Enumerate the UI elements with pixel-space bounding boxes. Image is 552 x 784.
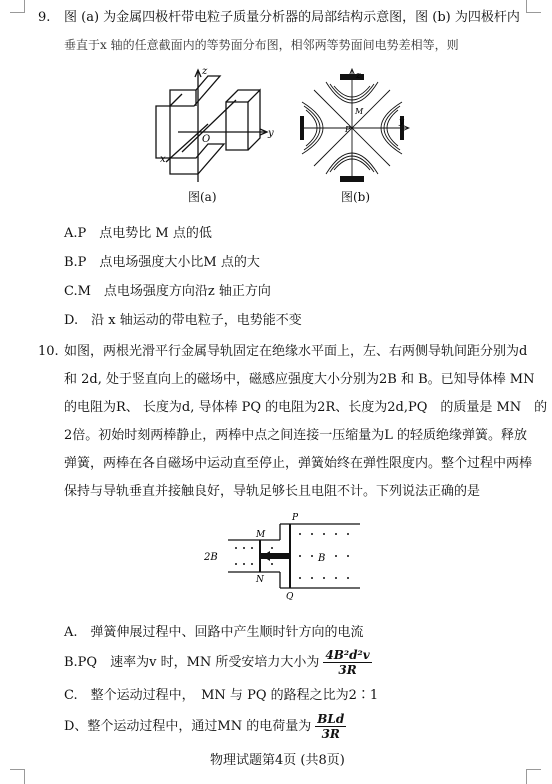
fig-a-origin-label: O: [202, 134, 211, 145]
figure-a-quadrupole-structure: [148, 62, 278, 187]
q10-stem-line2: 和 2d, 处于竖直向上的磁场中，磁感应强度大小分别为2B 和 B。已知导体棒 MN: [64, 372, 535, 387]
q10-option-d-numerator: BLd: [317, 712, 345, 726]
rails-m-label: M: [256, 530, 266, 540]
fig-b-y-label: y: [399, 117, 405, 127]
q10-option-b-fraction: [323, 648, 371, 677]
q9-option-c: C.M 点电场强度方向沿z 轴正方向: [64, 284, 271, 299]
corner-mark-top-right: [526, 0, 541, 13]
corner-mark-top-left: [10, 0, 25, 13]
fig-a-y-label: y: [268, 128, 274, 139]
fig-b-p-label: P: [345, 125, 351, 134]
q10-stem-line1: 如图，两根光滑平行金属导轨固定在绝缘水平面上，左、右两侧导轨间距分别为d: [64, 344, 528, 359]
figure-rails-diagram: [200, 510, 365, 600]
q10-option-d-text: D、整个运动过程中，通过MN 的电荷量为: [64, 719, 312, 734]
q10-stem-line4: 2倍。初始时刻两棒静止，两棒中点之间连接一压缩量为L 的轻质绝缘弹簧。释放: [64, 428, 528, 443]
q10-option-d: [64, 712, 346, 741]
q10-option-b-numerator: 4B²d²v: [325, 648, 370, 662]
q10-option-b: [64, 648, 372, 677]
corner-mark-bottom-right: [526, 769, 541, 784]
q10-stem-line6: 保持与导轨垂直并接触良好，导轨足够长且电阻不计。下列说法正确的是: [64, 484, 481, 499]
figure-b-equipotential-map: [300, 68, 410, 183]
fig-b-z-label: z: [356, 71, 361, 81]
q9-option-b: B.P 点电场强度大小比M 点的大: [64, 255, 260, 270]
q9-stem-line2: 垂直于x 轴的任意截面内的等势面分布图，相邻两等势面间电势差相等，则: [64, 38, 459, 52]
corner-mark-bottom-left: [10, 769, 25, 784]
q10-stem-line3: 的电阻为R、 长度为d, 导体棒 PQ 的电阻为2R、长度为2d,PQ 的质量是 MN 的: [64, 400, 548, 415]
page-footer: 物理试题第4页 (共8页): [210, 753, 345, 768]
figure-a-caption: 图(a): [188, 190, 217, 204]
q10-option-b-denominator: 3R: [338, 663, 357, 677]
rails-n-label: N: [256, 575, 264, 585]
q9-number: 9.: [38, 10, 51, 25]
q10-number: 10.: [38, 344, 59, 359]
q10-option-d-denominator: 3R: [321, 727, 340, 741]
q10-option-d-fraction: [315, 712, 346, 741]
q10-option-c: C. 整个运动过程中， MN 与 PQ 的路程之比为2∶1: [64, 688, 379, 703]
q10-option-a: A. 弹簧伸展过程中、回路中产生顺时针方向的电流: [64, 625, 364, 640]
figure-b-caption: 图(b): [341, 190, 371, 204]
fig-a-z-label: z: [202, 66, 208, 77]
rails-left-field-label: 2B: [204, 552, 218, 563]
q9-option-d: D. 沿 x 轴运动的带电粒子，电势能不变: [64, 313, 302, 328]
q10-option-b-text: B.PQ 速率为v 时，MN 所受安培力大小为: [64, 655, 320, 670]
q9-stem-line1: 图 (a) 为金属四极杆带电粒子质量分析器的局部结构示意图，图 (b) 为四极杆内: [64, 10, 520, 25]
rails-q-label: Q: [286, 592, 294, 600]
q9-option-a: A.P 点电势比 M 点的低: [64, 226, 212, 241]
rails-p-label: P: [292, 513, 299, 523]
fig-a-x-label: x: [160, 154, 166, 165]
q10-stem-line5: 弹簧，两棒在各自磁场中运动直至停止，弹簧始终在弹性限度内。整个过程中两棒: [64, 456, 533, 471]
rails-right-field-label: B: [318, 553, 326, 564]
fig-b-m-label: M: [355, 107, 364, 116]
